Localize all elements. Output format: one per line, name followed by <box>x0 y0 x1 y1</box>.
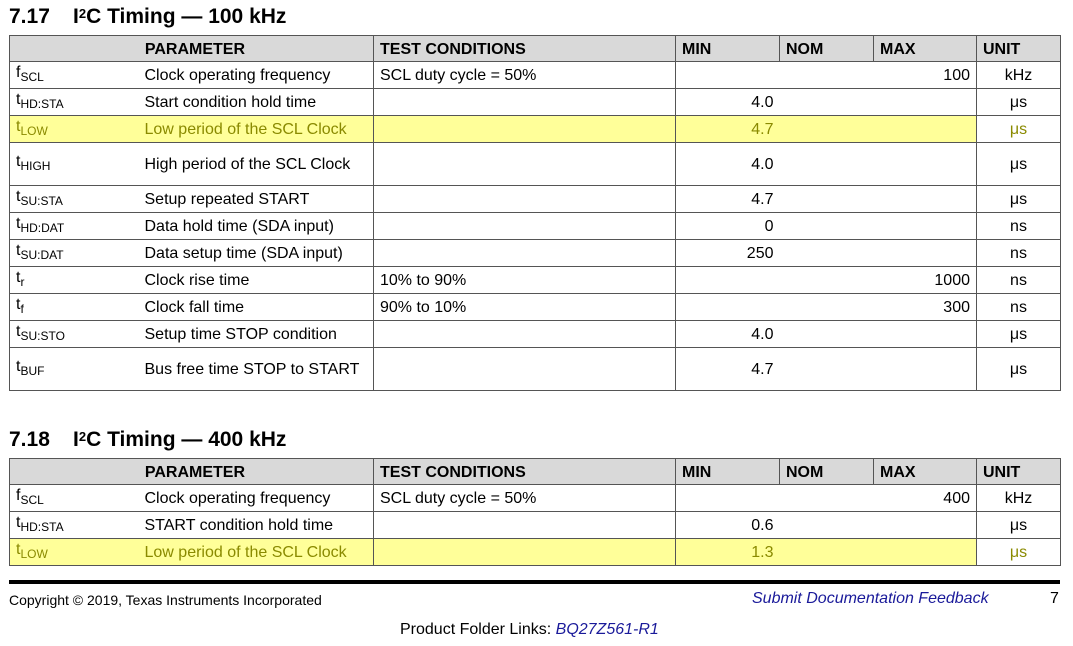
min-value: 250 <box>676 240 780 267</box>
max-value <box>874 240 977 267</box>
test-condition <box>374 143 676 186</box>
parameter-description: START condition hold time <box>145 512 374 539</box>
table-row <box>10 267 1061 294</box>
unit-value: μs <box>977 348 1061 391</box>
max-value <box>874 89 977 116</box>
parameter-symbol: $t_r$ <box>10 267 145 294</box>
test-condition <box>374 348 676 391</box>
header-nom: NOM <box>780 36 874 62</box>
header-max: MAX <box>874 459 977 485</box>
section-title-7-18 <box>9 428 286 452</box>
min-value: 1.3 <box>676 539 780 566</box>
max-value <box>874 213 977 240</box>
parameter-description: Start condition hold time <box>145 89 374 116</box>
min-value: 4.7 <box>676 116 780 143</box>
section-title-7-17 <box>9 5 286 29</box>
max-value <box>874 186 977 213</box>
test-condition <box>374 240 676 267</box>
unit-value: μs <box>977 512 1061 539</box>
min-value: 0.6 <box>676 512 780 539</box>
copyright-text: Copyright © 2019, Texas Instruments Incorporated <box>9 592 322 608</box>
parameter-description: Low period of the SCL Clock <box>145 539 374 566</box>
timing-table-400khz <box>9 458 1061 566</box>
nom-value <box>780 267 874 294</box>
max-value: 400 <box>874 485 977 512</box>
header-test-conditions: TEST CONDITIONS <box>374 36 676 62</box>
unit-value: μs <box>977 186 1061 213</box>
nom-value <box>780 143 874 186</box>
min-value: 4.7 <box>676 348 780 391</box>
product-link[interactable]: BQ27Z561-R1 <box>555 621 659 638</box>
timing-table-100khz <box>9 35 1061 391</box>
parameter-symbol: $t_{LOW}$ <box>10 116 145 143</box>
table-row <box>10 186 1061 213</box>
table-header-row <box>10 36 1061 62</box>
nom-value <box>780 186 874 213</box>
parameter-symbol: $t_{HD:DAT}$ <box>10 213 145 240</box>
parameter-description: Data hold time (SDA input) <box>145 213 374 240</box>
page-number: 7 <box>1050 590 1059 607</box>
min-value <box>676 267 780 294</box>
min-value: 4.0 <box>676 143 780 186</box>
header-unit: UNIT <box>977 459 1061 485</box>
nom-value <box>780 348 874 391</box>
unit-value: ns <box>977 267 1061 294</box>
section-number: 7.17 <box>9 5 50 28</box>
parameter-description: Setup time STOP condition <box>145 321 374 348</box>
unit-value: ns <box>977 240 1061 267</box>
table-row <box>10 294 1061 321</box>
min-value: 4.0 <box>676 321 780 348</box>
parameter-description: Bus free time STOP to START <box>145 348 374 391</box>
max-value <box>874 143 977 186</box>
test-condition <box>374 539 676 566</box>
unit-value: μs <box>977 539 1061 566</box>
unit-value: μs <box>977 321 1061 348</box>
section-number: 7.18 <box>9 428 50 451</box>
parameter-symbol: $t_{HIGH}$ <box>10 143 145 186</box>
parameter-symbol: $f_{SCL}$ <box>10 62 145 89</box>
table-row <box>10 143 1061 186</box>
nom-value <box>780 89 874 116</box>
max-value: 300 <box>874 294 977 321</box>
nom-value <box>780 213 874 240</box>
parameter-description: Data setup time (SDA input) <box>145 240 374 267</box>
table-row <box>10 213 1061 240</box>
table-row <box>10 321 1061 348</box>
nom-value <box>780 294 874 321</box>
unit-value: μs <box>977 89 1061 116</box>
table-row <box>10 485 1061 512</box>
test-condition: 90% to 10% <box>374 294 676 321</box>
header-nom: NOM <box>780 459 874 485</box>
parameter-description: Setup repeated START <box>145 186 374 213</box>
title-superscript: 2 <box>78 429 87 444</box>
unit-value: μs <box>977 143 1061 186</box>
min-value: 4.0 <box>676 89 780 116</box>
title-rest: C Timing — 400 kHz <box>86 428 287 451</box>
min-value <box>676 485 780 512</box>
parameter-symbol: $t_{LOW}$ <box>10 539 145 566</box>
parameter-symbol: $t_{SU:STO}$ <box>10 321 145 348</box>
table-row <box>10 89 1061 116</box>
test-condition: 10% to 90% <box>374 267 676 294</box>
max-value <box>874 116 977 143</box>
unit-value: ns <box>977 213 1061 240</box>
header-min: MIN <box>676 459 780 485</box>
header-test-conditions: TEST CONDITIONS <box>374 459 676 485</box>
parameter-symbol: $f_{SCL}$ <box>10 485 145 512</box>
parameter-symbol: $t_{SU:STA}$ <box>10 186 145 213</box>
nom-value <box>780 512 874 539</box>
table-row <box>10 240 1061 267</box>
table-row <box>10 348 1061 391</box>
unit-value: kHz <box>977 485 1061 512</box>
table-row <box>10 539 1061 566</box>
min-value <box>676 62 780 89</box>
parameter-symbol: $t_{SU:DAT}$ <box>10 240 145 267</box>
header-min: MIN <box>676 36 780 62</box>
submit-feedback-link[interactable]: Submit Documentation Feedback <box>752 590 989 607</box>
unit-value: kHz <box>977 62 1061 89</box>
product-folder-links <box>400 621 659 639</box>
product-links-label: Product Folder Links: <box>400 621 552 638</box>
table-row <box>10 116 1061 143</box>
parameter-symbol: $t_{HD:STA}$ <box>10 512 145 539</box>
test-condition <box>374 186 676 213</box>
unit-value: μs <box>977 116 1061 143</box>
parameter-description: Clock rise time <box>145 267 374 294</box>
header-unit: UNIT <box>977 36 1061 62</box>
min-value: 4.7 <box>676 186 780 213</box>
header-parameter: PARAMETER <box>10 459 374 485</box>
test-condition: SCL duty cycle = 50% <box>374 62 676 89</box>
test-condition <box>374 89 676 116</box>
title-prefix: I <box>73 5 79 28</box>
title-superscript: 2 <box>78 6 87 21</box>
max-value <box>874 539 977 566</box>
test-condition: SCL duty cycle = 50% <box>374 485 676 512</box>
max-value: 1000 <box>874 267 977 294</box>
nom-value <box>780 62 874 89</box>
nom-value <box>780 539 874 566</box>
test-condition <box>374 512 676 539</box>
parameter-symbol: $t_{HD:STA}$ <box>10 89 145 116</box>
unit-value: ns <box>977 294 1061 321</box>
title-rest: C Timing — 100 kHz <box>86 5 287 28</box>
parameter-description: Clock operating frequency <box>145 62 374 89</box>
nom-value <box>780 321 874 348</box>
title-prefix: I <box>73 428 79 451</box>
test-condition <box>374 321 676 348</box>
header-max: MAX <box>874 36 977 62</box>
parameter-description: Low period of the SCL Clock <box>145 116 374 143</box>
test-condition <box>374 213 676 240</box>
max-value <box>874 512 977 539</box>
nom-value <box>780 116 874 143</box>
min-value <box>676 294 780 321</box>
footer-rule <box>9 580 1060 584</box>
parameter-symbol: $t_{BUF}$ <box>10 348 145 391</box>
test-condition <box>374 116 676 143</box>
max-value <box>874 348 977 391</box>
table-row <box>10 512 1061 539</box>
max-value: 100 <box>874 62 977 89</box>
nom-value <box>780 240 874 267</box>
nom-value <box>780 485 874 512</box>
parameter-description: Clock fall time <box>145 294 374 321</box>
parameter-description: High period of the SCL Clock <box>145 143 374 186</box>
table-header-row <box>10 459 1061 485</box>
max-value <box>874 321 977 348</box>
parameter-description: Clock operating frequency <box>145 485 374 512</box>
parameter-symbol: $t_f$ <box>10 294 145 321</box>
header-parameter: PARAMETER <box>10 36 374 62</box>
min-value: 0 <box>676 213 780 240</box>
table-row <box>10 62 1061 89</box>
